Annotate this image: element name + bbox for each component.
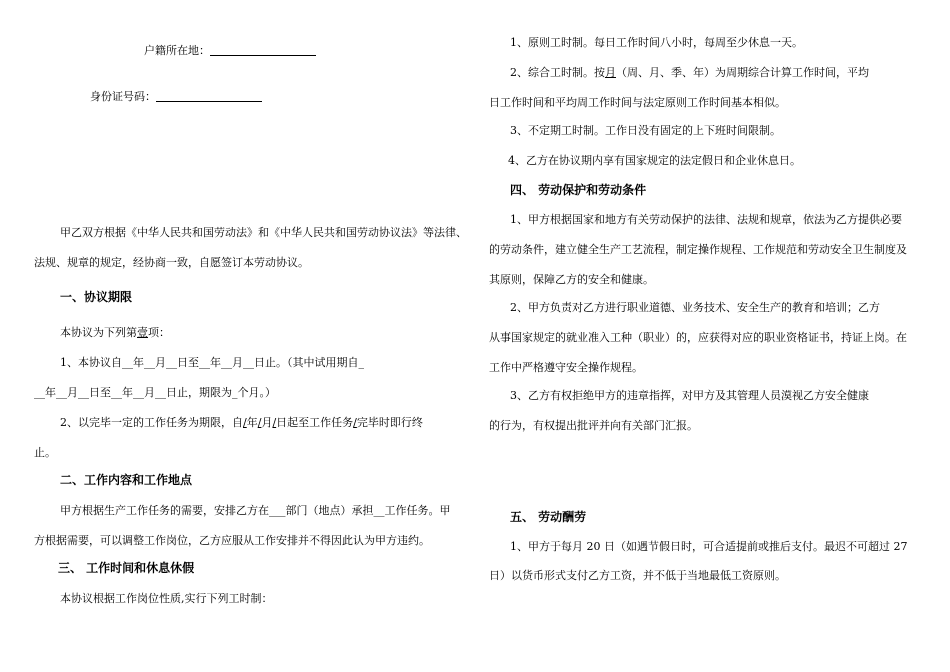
term-item-2-text-e: 完毕时即行终 (356, 416, 423, 429)
work-hours-intro: 本协议根据工作岗位性质,实行下列工时制： (60, 592, 273, 605)
protection-item-3-line-1: 3、乙方有权拒绝甲方的违章指挥，对甲方及其管理人员漠视乙方安全健康 (510, 389, 869, 402)
term-choice-prefix: 本协议为下列第 (60, 326, 137, 339)
protection-item-2-line-1: 2、甲方负责对乙方进行职业道德、业务技术、安全生产的教育和培训；乙方 (510, 301, 880, 314)
hukou-label: 户籍所在地： (144, 44, 210, 57)
hukou-blank (210, 43, 316, 56)
term-choice-value: 壹 (137, 326, 148, 339)
term-item-2-day: / (272, 416, 277, 429)
protection-item-1-line-1: 1、甲方根据国家和地方有关劳动保护的法律、法规和规章，依法为乙方提供必要 (510, 213, 902, 226)
intro-line-2: 法规、规章的规定，经协商一致，自愿签订本劳动协议。 (34, 256, 309, 269)
term-item-1-line-2: __年__月__日至__年__月__日止，期限为_个月。） (34, 386, 276, 399)
protection-item-2-line-2: 从事国家规定的就业准入工种（职业）的，应获得对应的职业资格证书，持证上岗。在 (489, 331, 907, 344)
term-item-2-task: / (353, 416, 357, 429)
term-item-2-year: / (243, 416, 247, 429)
term-item-2-text-c: 月 (261, 416, 273, 429)
term-item-2-text-a: 2、以完毕一定的工作任务为期限，自 (60, 416, 243, 429)
section-2-title: 二、工作内容和工作地点 (60, 473, 193, 487)
intro-line-1: 甲乙双方根据《中华人民共和国劳动法》和《中华人民共和国劳动协议法》等法律、 (60, 226, 467, 239)
holiday-item: 4、乙方在协议期内享有国家规定的法定假日和企业休息日。 (508, 154, 801, 167)
protection-item-1-line-2: 的劳动条件，建立健全生产工艺流程，制定操作规程、工作规范和劳动安全卫生制度及 (489, 243, 907, 256)
term-item-1-line-1: 1、本协议自__年__月__日至__年__月__日止。（其中试用期自_ (60, 356, 364, 369)
hukou-field (144, 43, 316, 56)
protection-item-1-line-3: 其原则，保障乙方的安全和健康。 (489, 273, 654, 286)
protection-item-3-line-2: 的行为，有权提出批评并向有关部门汇报。 (489, 419, 698, 432)
term-item-2-line-2: 止。 (34, 446, 56, 459)
section-1-title: 一、协议期限 (60, 290, 133, 304)
combined-hours-prefix: 2、综合工时制。按 (510, 66, 605, 79)
section-4-title: 四、 劳动保护和劳动条件 (510, 183, 647, 197)
term-item-2-text-d: 日起至工作任务 (276, 416, 354, 429)
term-choice-line (60, 327, 170, 338)
id-field (90, 89, 262, 102)
term-item-2-text-b: 年 (246, 416, 258, 429)
protection-item-2-line-3: 工作中严格遵守安全操作规程。 (489, 361, 643, 374)
id-number-label: 身份证号码： (90, 90, 156, 103)
term-item-2-month: / (257, 416, 262, 429)
pay-item-1-line-2: 日）以货币形式支付乙方工资，并不低于当地最低工资原则。 (489, 569, 786, 582)
section-5-title: 五、 劳动酬劳 (510, 510, 587, 524)
flexible-hours-item: 3、不定期工时制。工作日没有固定的上下班时间限制。 (510, 124, 781, 137)
term-choice-suffix: 项： (148, 326, 170, 339)
standard-hours-item: 1、原则工时制。每日工作时间八小时，每周至少休息一天。 (510, 36, 803, 49)
work-content-line-2: 方根据需要，可以调整工作岗位，乙方应服从工作安排并不得因此认为甲方违约。 (34, 534, 430, 547)
id-number-blank (156, 89, 262, 102)
combined-hours-period: 月 (605, 66, 616, 79)
pay-item-1-line-1: 1、甲方于每月 20 日（如遇节假日时，可合适提前或推后支付。最迟不可超过 27 (510, 540, 908, 553)
work-content-line-1: 甲方根据生产工作任务的需要，安排乙方在___部门（地点）承担__工作任务。甲 (60, 504, 451, 517)
combined-hours-suffix: （周、月、季、年）为周期综合计算工作时间，平均 (616, 66, 869, 79)
term-item-2-line-1 (60, 417, 423, 428)
section-3-title: 三、 工作时间和休息休假 (58, 561, 195, 575)
combined-hours-line-2: 日工作时间和平均周工作时间与法定原则工作时间基本相似。 (489, 96, 786, 109)
combined-hours-line-1 (510, 67, 869, 78)
